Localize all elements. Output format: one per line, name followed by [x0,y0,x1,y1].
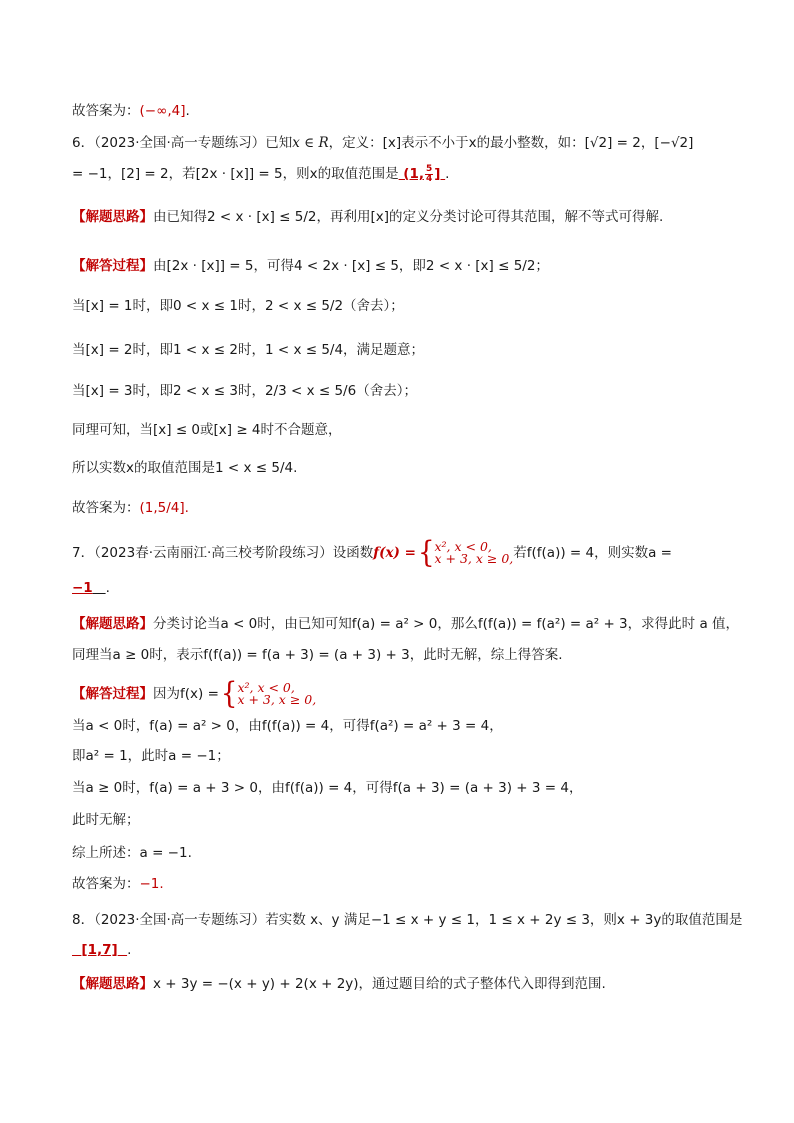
process-text: 由[2x · [x]] = 5，可得4 < 2x · [x] ≤ 5，即2 < x · [x] ≤ 5/2； [153,258,549,274]
q6-conclusion: 所以实数x的取值范围是1 < x ≤ 5/4. [72,460,298,476]
q7-thinking [72,614,739,634]
q7-answer-line: −1 . [72,580,110,596]
q7-step1: 当a < 0时，f(a) = a² > 0，由f(f(a)) = 4，可得f(a²) = a² + 3 = 4， [72,718,503,734]
thinking-tag: 【解题思路】 [72,209,153,225]
q6-header-rest: ，定义：[x]表示不小于x的最小整数，如：[√2] = 2，[−√2] [328,135,694,151]
q7-final [72,874,164,894]
q7-process-piecewise: { x², x < 0, x + 3, x ≥ 0, [220,676,317,712]
q5-answer-line: 故答案为：(−∞,4]. [72,103,190,119]
q7-header [72,535,672,571]
q7-header-rest: 若f(f(a)) = 4，则实数a = [513,545,672,561]
q7-thinking-2: 同理当a ≥ 0时，表示f(f(a)) = f(a + 3) = (a + 3) + 3，此时无解，综上得答案. [72,647,563,663]
q7-step2: 即a² = 1，此时a = −1； [72,748,230,764]
q6-case2: 当[x] = 2时，即1 < x ≤ 2时，1 < x ≤ 5/4，满足题意； [72,342,425,358]
q6-header-line2: = −1，[2] = 2，若[2x · [x]] = 5，则x的取值范围是 (1, $\frac{5}{4}$ ] . [72,163,450,184]
answer-label: 故答案为： [72,876,140,892]
q6-final [72,498,189,518]
answer-label: 故答案为： [72,103,140,119]
q6-line2-text: = −1，[2] = 2，若[2x · [x]] = 5，则x的取值范围是 [72,166,399,182]
q8-answer: [1,7] [81,942,118,958]
q6-case1: 当[x] = 1时，即0 < x ≤ 1时，2 < x ≤ 5/2（舍去）； [72,298,404,314]
q7-fx: f(x) = [373,545,416,561]
q6-header-math: x ∈ R [292,135,329,151]
q6-header [72,133,693,153]
answer-value: (1,5/4]. [139,500,189,516]
q7-piecewise: { x², x < 0, x + 3, x ≥ 0, [417,535,514,571]
thinking-tag: 【解题思路】 [72,976,153,992]
q6-case3: 当[x] = 3时，即2 < x ≤ 3时，2/3 < x ≤ 5/6（舍去）； [72,383,417,399]
answer-label: 故答案为： [72,500,140,516]
thinking-text: 由已知得2 < x · [x] ≤ 5/2，再利用[x]的定义分类讨论可得其范围，解不等式可得解. [153,209,664,225]
q8-header: 8．（2023·全国·高一专题练习）若实数 x、y 满足−1 ≤ x + y ≤ 1，1 ≤ x + 2y ≤ 3，则x + 3y的取值范围是 [72,912,743,928]
q6-similar: 同理可知，当[x] ≤ 0或[x] ≥ 4时不合题意， [72,422,342,438]
q6-process [72,256,549,276]
q8-answer-line: [1,7] . [72,940,131,960]
q7-answer: −1 [72,580,93,596]
q6-header-text: 6．（2023·全国·高一专题练习）已知 [72,135,293,151]
thinking-text: x + 3y = −(x + y) + 2(x + 2y)，通过题目给的式子整体代入即得到范围. [153,976,606,992]
q8-thinking [72,974,606,994]
answer-value: −1. [139,876,164,892]
process-text: 因为f(x) = [153,686,219,702]
q7-process [72,676,317,712]
thinking-text-1: 分类讨论当a < 0时，由已知可知f(a) = a² > 0，那么f(f(a)) = f(a²) = a² + 3，求得此时 a 值， [153,616,740,632]
process-tag: 【解答过程】 [72,258,153,274]
q6-answer: (1, $\frac{5}{4}$ ] [398,163,446,184]
process-tag: 【解答过程】 [72,686,153,702]
answer-value: (−∞,4] [139,103,186,119]
q6-thinking [72,207,663,227]
q7-step4: 此时无解； [72,812,140,828]
thinking-tag: 【解题思路】 [72,616,153,632]
q7-header-text: 7．（2023春·云南丽江·高三校考阶段练习）设函数 [72,545,374,561]
q7-step3: 当a ≥ 0时，f(a) = a + 3 > 0，由f(f(a)) = 4，可得f(a + 3) = (a + 3) + 3 = 4， [72,780,583,796]
q7-summary: 综上所述：a = −1. [72,845,192,861]
